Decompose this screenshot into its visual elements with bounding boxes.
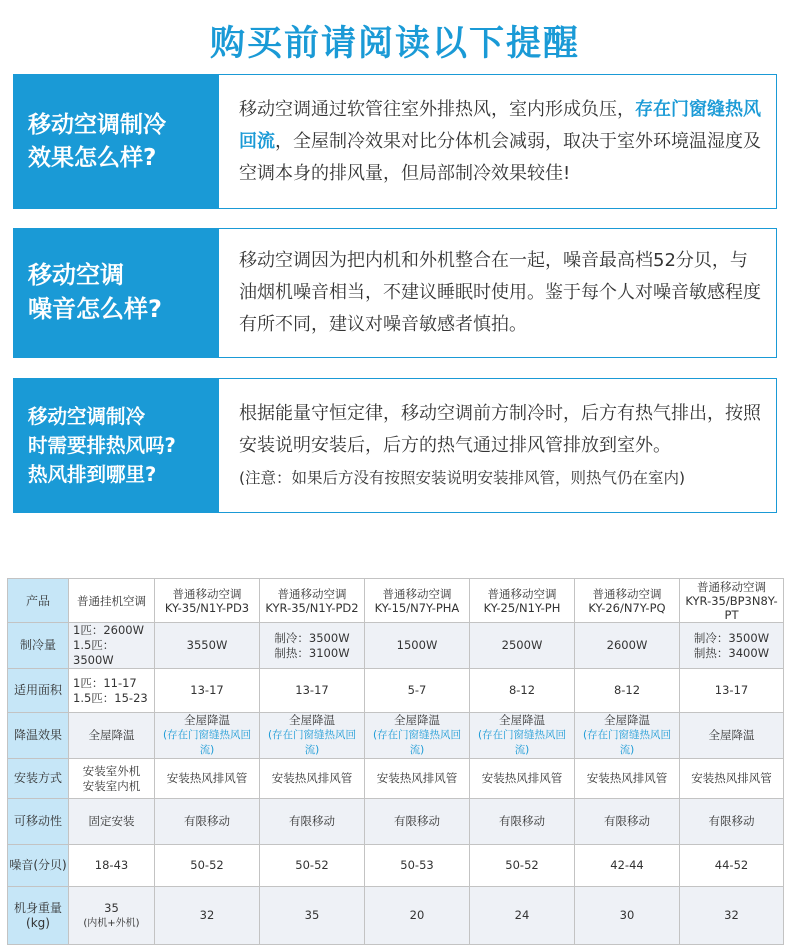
cell-line: 20 xyxy=(409,908,425,922)
question-line: 时需要排热风吗? xyxy=(28,433,176,457)
table-cell xyxy=(69,713,155,759)
table-cell xyxy=(365,759,470,799)
table-cell xyxy=(260,623,365,669)
cell-line: 5-7 xyxy=(407,683,427,697)
cell-line: 35 xyxy=(104,900,119,915)
cell-line: 50-53 xyxy=(400,858,434,872)
cell-line: 44-52 xyxy=(714,858,749,872)
product-name: 普通移动空调 xyxy=(592,586,662,601)
cell-line: 有限移动 xyxy=(184,814,230,828)
question-line: 热风排到哪里? xyxy=(28,463,157,487)
cell-line: 安装室内机 xyxy=(82,778,141,793)
faq-question xyxy=(14,75,219,208)
cell-line: 安装室外机 xyxy=(82,763,141,778)
row-label-text: 适用面积 xyxy=(13,683,62,697)
cell-line: (内机+外机) xyxy=(83,917,140,929)
product-model: KYR-35/N1Y-PD2 xyxy=(265,600,359,615)
cell-line: 13-17 xyxy=(190,683,224,697)
table-cell xyxy=(69,623,155,669)
table-header-row xyxy=(8,579,784,623)
cell-line: 制冷：3500W xyxy=(693,630,770,645)
table-cell xyxy=(155,669,260,713)
table-cell xyxy=(365,623,470,669)
row-label-text: 可移动性 xyxy=(13,814,62,828)
faq-answer xyxy=(219,75,776,208)
table-cell xyxy=(575,759,680,799)
table-cell xyxy=(470,759,575,799)
product-name: 普通移动空调 xyxy=(172,586,242,601)
cell-line: 3550W xyxy=(186,638,228,652)
row-label xyxy=(8,713,69,759)
faq-question xyxy=(14,379,219,512)
row-label: 产品 xyxy=(8,579,69,623)
row-label xyxy=(8,845,69,887)
table-cell xyxy=(260,799,365,845)
table-cell xyxy=(470,845,575,887)
table-row xyxy=(8,713,784,759)
cell-line: (存在门窗缝热风回流) xyxy=(582,729,672,756)
product-header xyxy=(680,579,784,623)
table-cell xyxy=(260,887,365,945)
row-label xyxy=(8,759,69,799)
table-cell xyxy=(470,887,575,945)
table-cell xyxy=(680,845,784,887)
cell-line: 42-44 xyxy=(610,858,644,872)
table-row xyxy=(8,845,784,887)
table-cell xyxy=(575,887,680,945)
answer-text: 移动空调因为把内机和外机整合在一起，噪音最高档52分贝，与油烟机噪音相当，不建议睡眠时使用。鉴于每个人对噪音敏感程度有所不同，建议对噪音敏感者慎拍。 xyxy=(239,250,761,335)
product-model: KY-25/N1Y-PH xyxy=(483,600,561,615)
product-name: 普通移动空调 xyxy=(277,586,347,601)
question-line: 噪音怎么样? xyxy=(28,295,162,323)
table-cell xyxy=(470,713,575,759)
table-cell xyxy=(260,713,365,759)
cell-line: 50-52 xyxy=(295,858,329,872)
table-cell xyxy=(365,799,470,845)
row-label-text: 制冷量 xyxy=(19,638,56,652)
table-row xyxy=(8,669,784,713)
table-cell xyxy=(575,623,680,669)
faq-answer xyxy=(219,229,776,357)
cell-line: 32 xyxy=(199,908,215,922)
cell-line: 50-52 xyxy=(505,858,539,872)
row-label-text: 安装方式 xyxy=(13,771,62,785)
cell-line: 1500W xyxy=(396,638,438,652)
product-model: KY-35/N1Y-PD3 xyxy=(164,600,250,615)
cell-line: 2600W xyxy=(606,638,648,652)
answer-text: 移动空调通过软管往室外排热风，室内形成负压， xyxy=(239,98,635,120)
table-cell xyxy=(69,799,155,845)
cell-line: 50-52 xyxy=(190,858,224,872)
cell-line: 有限移动 xyxy=(708,814,755,828)
cell-line: 8-12 xyxy=(613,683,641,697)
product-name: 普通移动空调 xyxy=(382,586,452,601)
cell-line: 35 xyxy=(304,908,320,922)
table-row xyxy=(8,623,784,669)
cell-line: 有限移动 xyxy=(394,814,440,828)
faq-heat-exhaust xyxy=(13,378,777,513)
table-cell xyxy=(365,713,470,759)
table-cell xyxy=(155,759,260,799)
cell-line: 制热：3100W xyxy=(274,645,350,660)
row-label-unit: (kg) xyxy=(26,915,50,930)
row-label-text: 降温效果 xyxy=(13,728,62,742)
table-cell xyxy=(260,669,365,713)
table-cell xyxy=(260,759,365,799)
table-cell xyxy=(680,623,784,669)
table-cell xyxy=(155,799,260,845)
product-header xyxy=(155,579,260,623)
cell-line: 全屋降温 xyxy=(289,713,335,727)
table-cell xyxy=(680,713,784,759)
table-cell xyxy=(69,887,155,945)
cell-line: 制热：3400W xyxy=(693,645,770,660)
cell-line: 安装热风排风管 xyxy=(481,771,563,785)
cell-line: 1.5匹：15-23 xyxy=(73,690,148,705)
table-row xyxy=(8,887,784,945)
table-cell xyxy=(575,845,680,887)
table-cell xyxy=(470,623,575,669)
answer-highlight: 存在门窗缝热风回流 xyxy=(239,98,761,152)
table-cell xyxy=(155,887,260,945)
product-header xyxy=(69,579,155,623)
row-label xyxy=(8,799,69,845)
question-line: 效果怎么样? xyxy=(28,144,157,171)
answer-text: 根据能量守恒定律，移动空调前方制冷时，后方有热气排出，按照安装说明安装后，后方的热气通过排风管排放到室外。 xyxy=(239,402,761,456)
cell-line: (存在门窗缝热风回流) xyxy=(372,729,462,756)
faq-answer xyxy=(219,379,776,512)
cell-line: 全屋降温 xyxy=(604,713,650,727)
product-name: 普通移动空调 xyxy=(697,579,766,594)
row-label xyxy=(8,887,69,945)
table-cell xyxy=(680,669,784,713)
product-header xyxy=(365,579,470,623)
answer-text: ，全屋制冷效果对比分体机会减弱，取决于室外环境温湿度及空调本身的排风量，但局部制冷效果较佳! xyxy=(239,130,761,184)
table-cell xyxy=(470,669,575,713)
row-label xyxy=(8,669,69,713)
table-cell xyxy=(680,759,784,799)
table-cell xyxy=(155,713,260,759)
cell-line: 全屋降温 xyxy=(708,728,755,742)
table-cell xyxy=(155,845,260,887)
table-cell xyxy=(365,845,470,887)
product-name: 普通挂机空调 xyxy=(77,593,146,608)
cell-line: 全屋降温 xyxy=(88,728,135,742)
row-label xyxy=(8,623,69,669)
table-cell xyxy=(69,669,155,713)
table-cell xyxy=(260,845,365,887)
faq-question xyxy=(14,229,219,357)
cell-line: 1匹：11-17 xyxy=(73,675,137,690)
table-cell xyxy=(470,799,575,845)
cell-line: 有限移动 xyxy=(289,814,335,828)
cell-line: 1匹：2600W xyxy=(73,623,144,637)
product-header xyxy=(260,579,365,623)
cell-line: (存在门窗缝热风回流) xyxy=(267,729,357,756)
cell-line: 安装热风排风管 xyxy=(586,771,668,785)
question-line: 移动空调制冷 xyxy=(28,404,146,428)
table-row xyxy=(8,759,784,799)
cell-line: (存在门窗缝热风回流) xyxy=(162,729,252,756)
cell-line: 32 xyxy=(724,908,739,922)
table-cell xyxy=(680,799,784,845)
cell-line: 13-17 xyxy=(295,683,329,697)
cell-line: 安装热风排风管 xyxy=(376,771,458,785)
cell-line: 30 xyxy=(619,908,635,922)
cell-line: 24 xyxy=(514,908,530,922)
cell-line: 安装热风排风管 xyxy=(271,771,353,785)
table-cell xyxy=(365,887,470,945)
answer-note: (注意：如果后方没有按照安装说明安装排风管，则热气仍在室内) xyxy=(239,468,686,487)
product-model: KY-26/N7Y-PQ xyxy=(588,600,666,615)
cell-line: 全屋降温 xyxy=(499,713,545,727)
table-cell xyxy=(575,669,680,713)
cell-line: 有限移动 xyxy=(604,814,650,828)
table-cell xyxy=(155,623,260,669)
faq-noise xyxy=(13,228,777,358)
table-row xyxy=(8,799,784,845)
table-cell xyxy=(69,759,155,799)
product-model: KYR-35/BP3N8Y-PT xyxy=(685,593,778,622)
product-header xyxy=(575,579,680,623)
cell-line: 1.5匹：3500W xyxy=(73,638,115,667)
table-cell xyxy=(365,669,470,713)
cell-line: (存在门窗缝热风回流) xyxy=(477,729,567,756)
product-model: KY-15/N7Y-PHA xyxy=(374,600,460,615)
cell-line: 制冷：3500W xyxy=(274,630,350,645)
cell-line: 固定安装 xyxy=(88,814,135,828)
table-cell xyxy=(69,845,155,887)
table-cell xyxy=(575,799,680,845)
cell-line: 全屋降温 xyxy=(394,713,440,727)
cell-line: 有限移动 xyxy=(499,814,545,828)
comparison-table xyxy=(7,578,784,945)
cell-line: 全屋降温 xyxy=(184,713,230,727)
question-line: 移动空调 xyxy=(28,261,124,290)
cell-line: 18-43 xyxy=(94,858,129,872)
cell-line: 安装热风排风管 xyxy=(166,771,248,785)
question-line: 移动空调制冷 xyxy=(28,112,166,139)
product-header xyxy=(470,579,575,623)
cell-line: 2500W xyxy=(501,638,543,652)
row-label-text: 机身重量 xyxy=(13,900,62,915)
faq-cooling-effect xyxy=(13,74,777,209)
page-title: 购买前请阅读以下提醒 xyxy=(209,24,580,64)
cell-line: 安装热风排风管 xyxy=(691,771,772,785)
table-cell xyxy=(575,713,680,759)
cell-line: 13-17 xyxy=(714,683,749,697)
product-name: 普通移动空调 xyxy=(487,586,557,601)
table-cell xyxy=(680,887,784,945)
cell-line: 8-12 xyxy=(508,683,536,697)
row-label-text: 噪音(分贝) xyxy=(9,858,67,872)
